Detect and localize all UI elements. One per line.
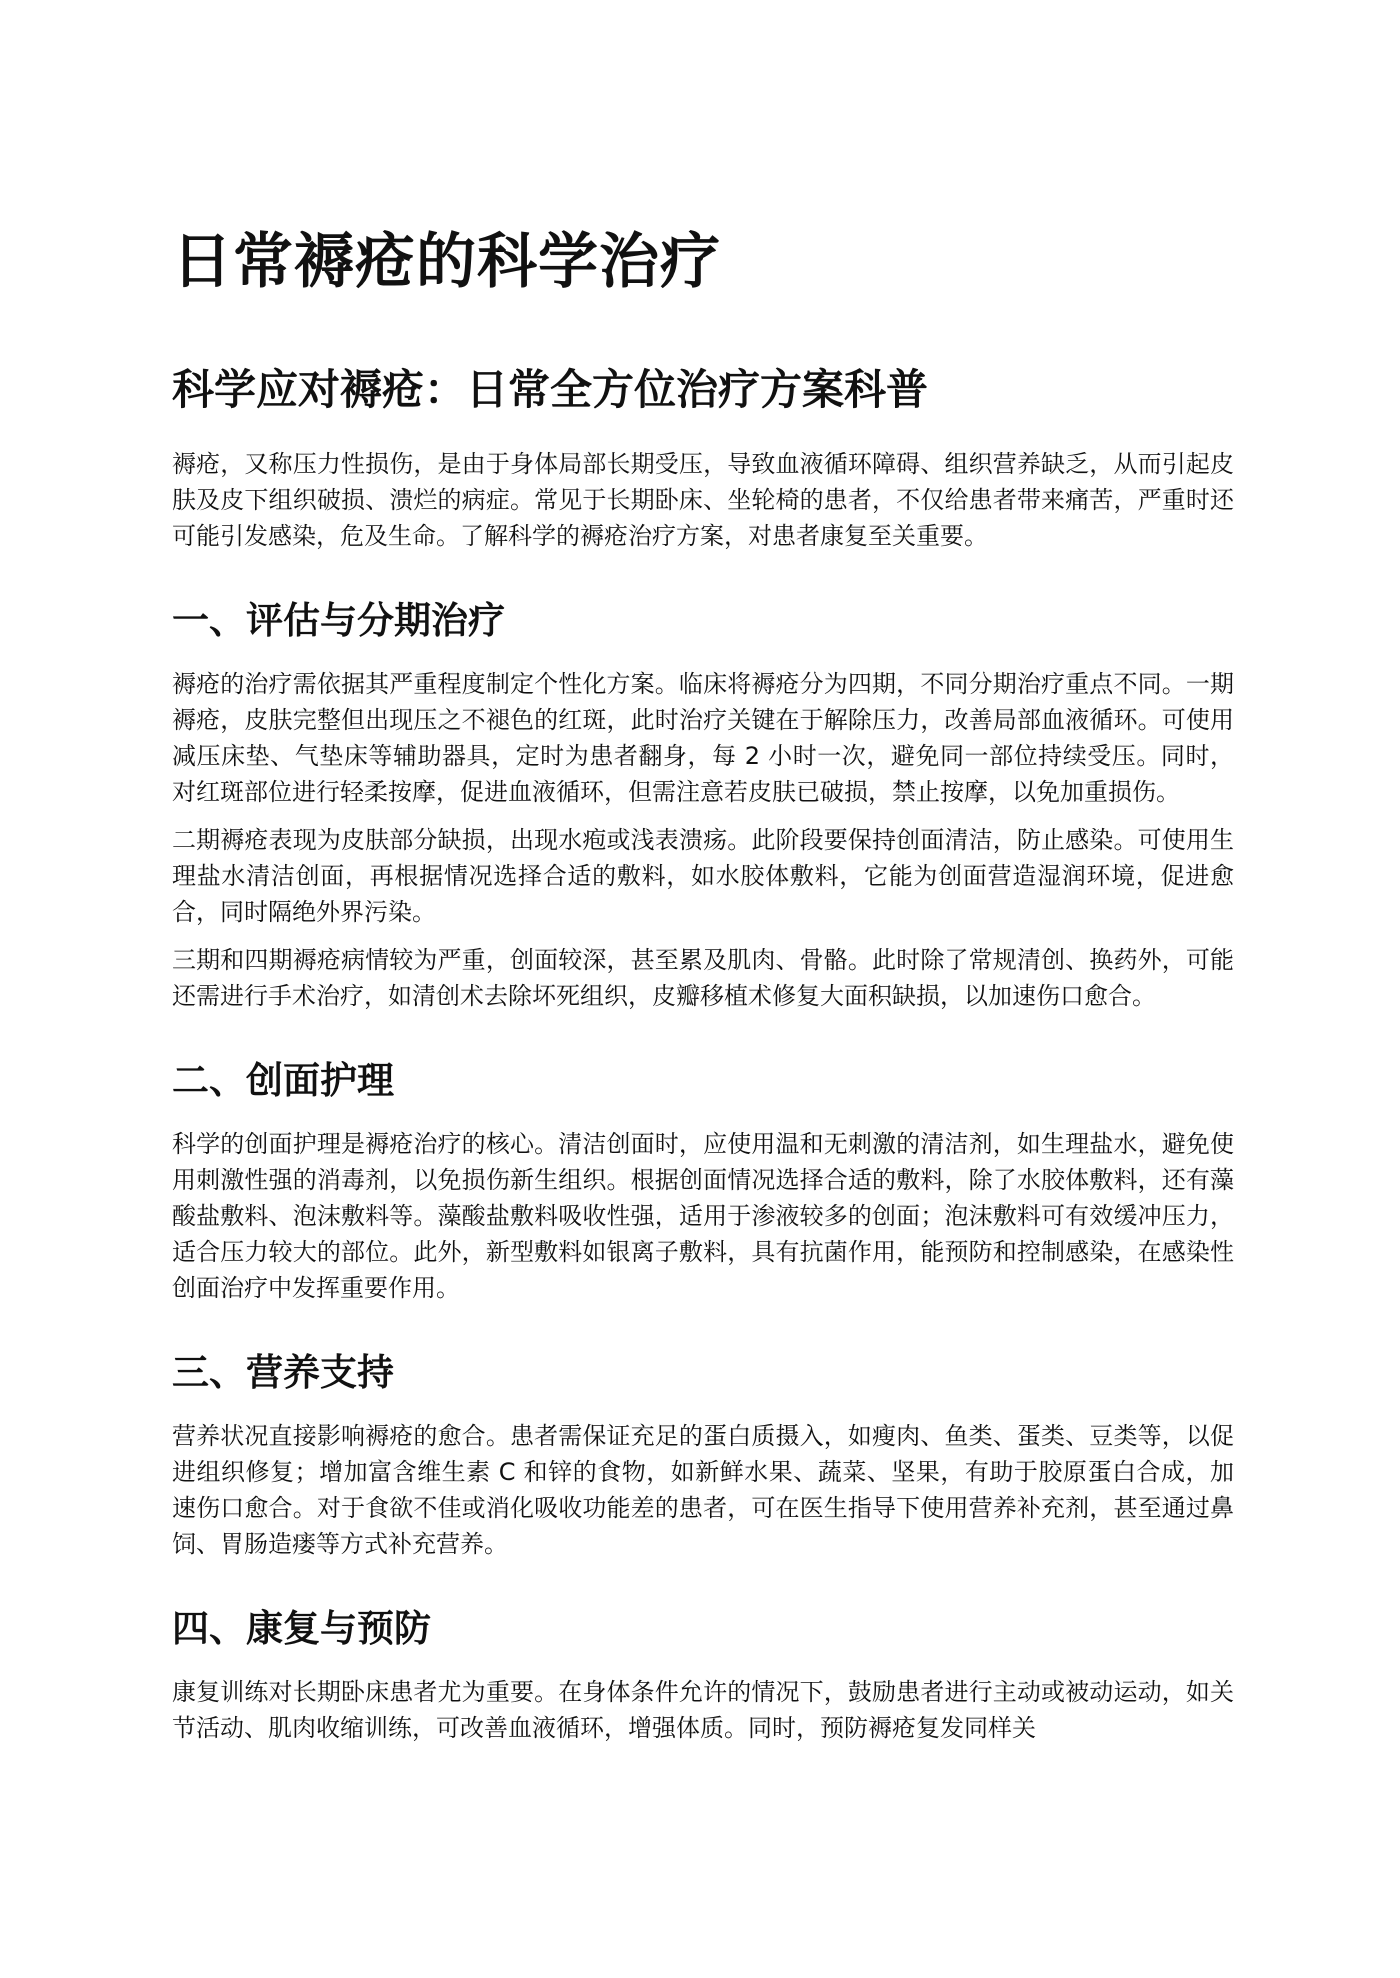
- section-heading: 四、康复与预防: [172, 1607, 431, 1650]
- section-nutrition-support: [172, 1346, 1234, 1562]
- intro-paragraph: 褥疮，又称压力性损伤，是由于身体局部长期受压，导致血液循环障碍、组织营养缺乏，从而引起皮肤及皮下组织破损、溃烂的病症。常见于长期卧床、坐轮椅的患者，不仅给患者带来痛苦，严重时还可能引发感染，危及生命。了解科学的褥疮治疗方案，对患者康复至关重要。: [172, 450, 1234, 550]
- section-paragraph: 康复训练对长期卧床患者尤为重要。在身体条件允许的情况下，鼓励患者进行主动或被动运动，如关节活动、肌肉收缩训练，可改善血液循环，增强体质。同时，预防褥疮复发同样关: [172, 1678, 1234, 1742]
- section-heading: 三、营养支持: [172, 1351, 394, 1394]
- section-rehab-prevention: [172, 1602, 1234, 1746]
- document-body: [172, 360, 1234, 1758]
- section-paragraph: 二期褥疮表现为皮肤部分缺损，出现水疱或浅表溃疡。此阶段要保持创面清洁，防止感染。可使用生理盐水清洁创面，再根据情况选择合适的敷料，如水胶体敷料，它能为创面营造湿润环境，促进愈合，同时隔绝外界污染。: [172, 826, 1234, 926]
- section-wound-care: [172, 1054, 1234, 1306]
- article-subtitle: 科学应对褥疮：日常全方位治疗方案科普: [172, 365, 929, 414]
- section-heading: 二、创面护理: [172, 1059, 394, 1102]
- section-paragraph: 科学的创面护理是褥疮治疗的核心。清洁创面时，应使用温和无刺激的清洁剂，如生理盐水，避免使用刺激性强的消毒剂，以免损伤新生组织。根据创面情况选择合适的敷料，除了水胶体敷料，还有藻酸盐敷料、泡沫敷料等。藻酸盐敷料吸收性强，适用于渗液较多的创面；泡沫敷料可有效缓冲压力，适合压力较大的部位。此外，新型敷料如银离子敷料，具有抗菌作用，能预防和控制感染，在感染性创面治疗中发挥重要作用。: [172, 1130, 1234, 1302]
- section-paragraph: 三期和四期褥疮病情较为严重，创面较深，甚至累及肌肉、骨骼。此时除了常规清创、换药外，可能还需进行手术治疗，如清创术去除坏死组织，皮瓣移植术修复大面积缺损，以加速伤口愈合。: [172, 946, 1234, 1010]
- section-heading: 一、评估与分期治疗: [172, 599, 505, 642]
- section-paragraph: 褥疮的治疗需依据其严重程度制定个性化方案。临床将褥疮分为四期，不同分期治疗重点不同。一期褥疮，皮肤完整但出现压之不褪色的红斑，此时治疗关键在于解除压力，改善局部血液循环。可使用减压床垫、气垫床等辅助器具，定时为患者翻身，每 2 小时一次，避免同一部位持续受压。同时，对红斑部位进行轻柔按摩，促进血液循环，但需注意若皮肤已破损，禁止按摩，以免加重损伤。: [172, 670, 1234, 806]
- section-paragraph: 营养状况直接影响褥疮的愈合。患者需保证充足的蛋白质摄入，如瘦肉、鱼类、蛋类、豆类等，以促进组织修复；增加富含维生素 C 和锌的食物，如新鲜水果、蔬菜、坚果，有助于胶原蛋白合成，加速伤口愈合。对于食欲不佳或消化吸收功能差的患者，可在医生指导下使用营养补充剂，甚至通过鼻饲、胃肠造瘘等方式补充营养。: [172, 1422, 1234, 1558]
- document-title: 日常褥疮的科学治疗: [172, 227, 721, 297]
- section-assessment-staging: [172, 594, 1234, 1014]
